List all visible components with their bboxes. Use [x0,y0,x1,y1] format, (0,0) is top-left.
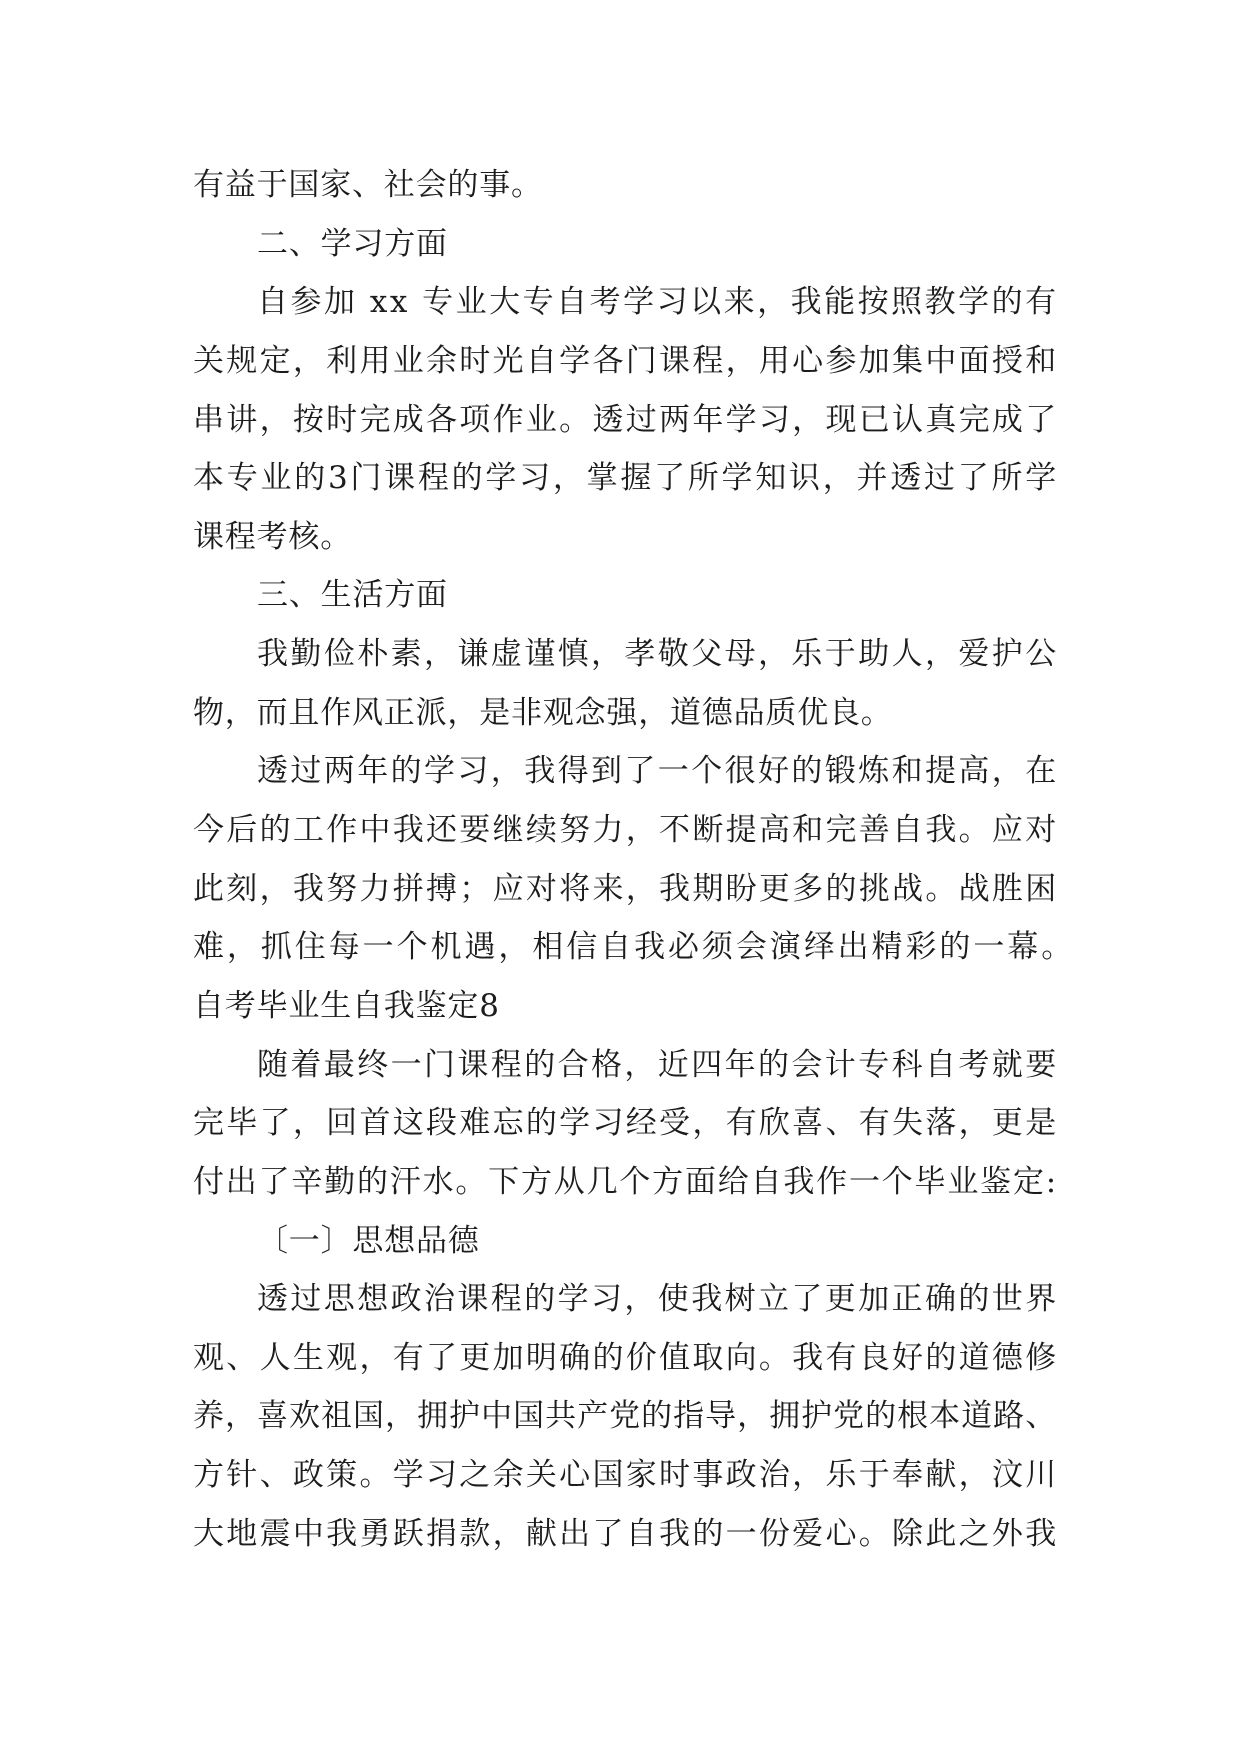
section-heading: 二、学习方面 [257,225,448,262]
paragraph-line: 课程考核。 [193,518,352,555]
paragraph-line: 物，而且作风正派，是非观念强，道德品质优良。 [193,694,893,731]
paragraph-line: 此刻，我努力拼搏；应对将来，我期盼更多的挑战。战胜困 [193,870,1059,907]
paragraph-line: 串讲，按时完成各项作业。透过两年学习，现已认真完成了 [193,401,1059,438]
paragraph-line: 我勤俭朴素，谦虚谨慎，孝敬父母，乐于助人，爱护公 [257,636,1059,673]
paragraph-line: 付出了辛勤的汗水。下方从几个方面给自我作一个毕业鉴定: [193,1163,1058,1200]
section-heading: 〔一〕思想品德 [257,1222,480,1259]
paragraph-line: 观、人生观，有了更加明确的价值取向。我有良好的道德修 [193,1339,1059,1376]
paragraph [193,625,1057,742]
paragraph-line: 自参加 xx 专业大专自考学习以来，我能按照教学的有 [257,284,1059,321]
paragraph-line: 随着最终一门课程的合格，近四年的会计专科自考就要 [257,1046,1059,1083]
paragraph [193,742,1076,977]
paragraph [193,1270,1057,1563]
paragraph-line: 关规定，利用业余时光自学各门课程，用心参加集中面授和 [193,342,1059,379]
paragraph-line: 完毕了，回首这段难忘的学习经受，有欣喜、有失落，更是 [193,1105,1059,1142]
document-title: 自考毕业生自我鉴定8 [193,987,500,1024]
section-heading: 三、生活方面 [257,577,448,614]
paragraph-line: 透过两年的学习，我得到了一个很好的锻炼和提高，在 [257,753,1059,790]
paragraph-line: 方针、政策。学习之余关心国家时事政治，乐于奉献，汶川 [193,1457,1059,1494]
paragraph-line: 本专业的3门课程的学习，掌握了所学知识，并透过了所学 [193,460,1059,497]
paragraph-line: 难，抓住每一个机遇，相信自我必须会演绎出精彩的一幕。 [193,929,1076,966]
paragraph [193,156,1057,215]
paragraph [193,273,1057,566]
paragraph-line: 透过思想政治课程的学习，使我树立了更加正确的世界 [257,1281,1059,1318]
document-body [193,156,1076,1563]
paragraph-line: 今后的工作中我还要继续努力，不断提高和完善自我。应对 [193,812,1059,849]
paragraph-line: 大地震中我勇跃捐款，献出了自我的一份爱心。除此之外我 [193,1515,1059,1552]
paragraph-line: 有益于国家、社会的事。 [193,167,543,203]
paragraph [193,1036,1057,1212]
paragraph-line: 养，喜欢祖国，拥护中国共产党的指导，拥护党的根本道路、 [193,1398,1058,1435]
